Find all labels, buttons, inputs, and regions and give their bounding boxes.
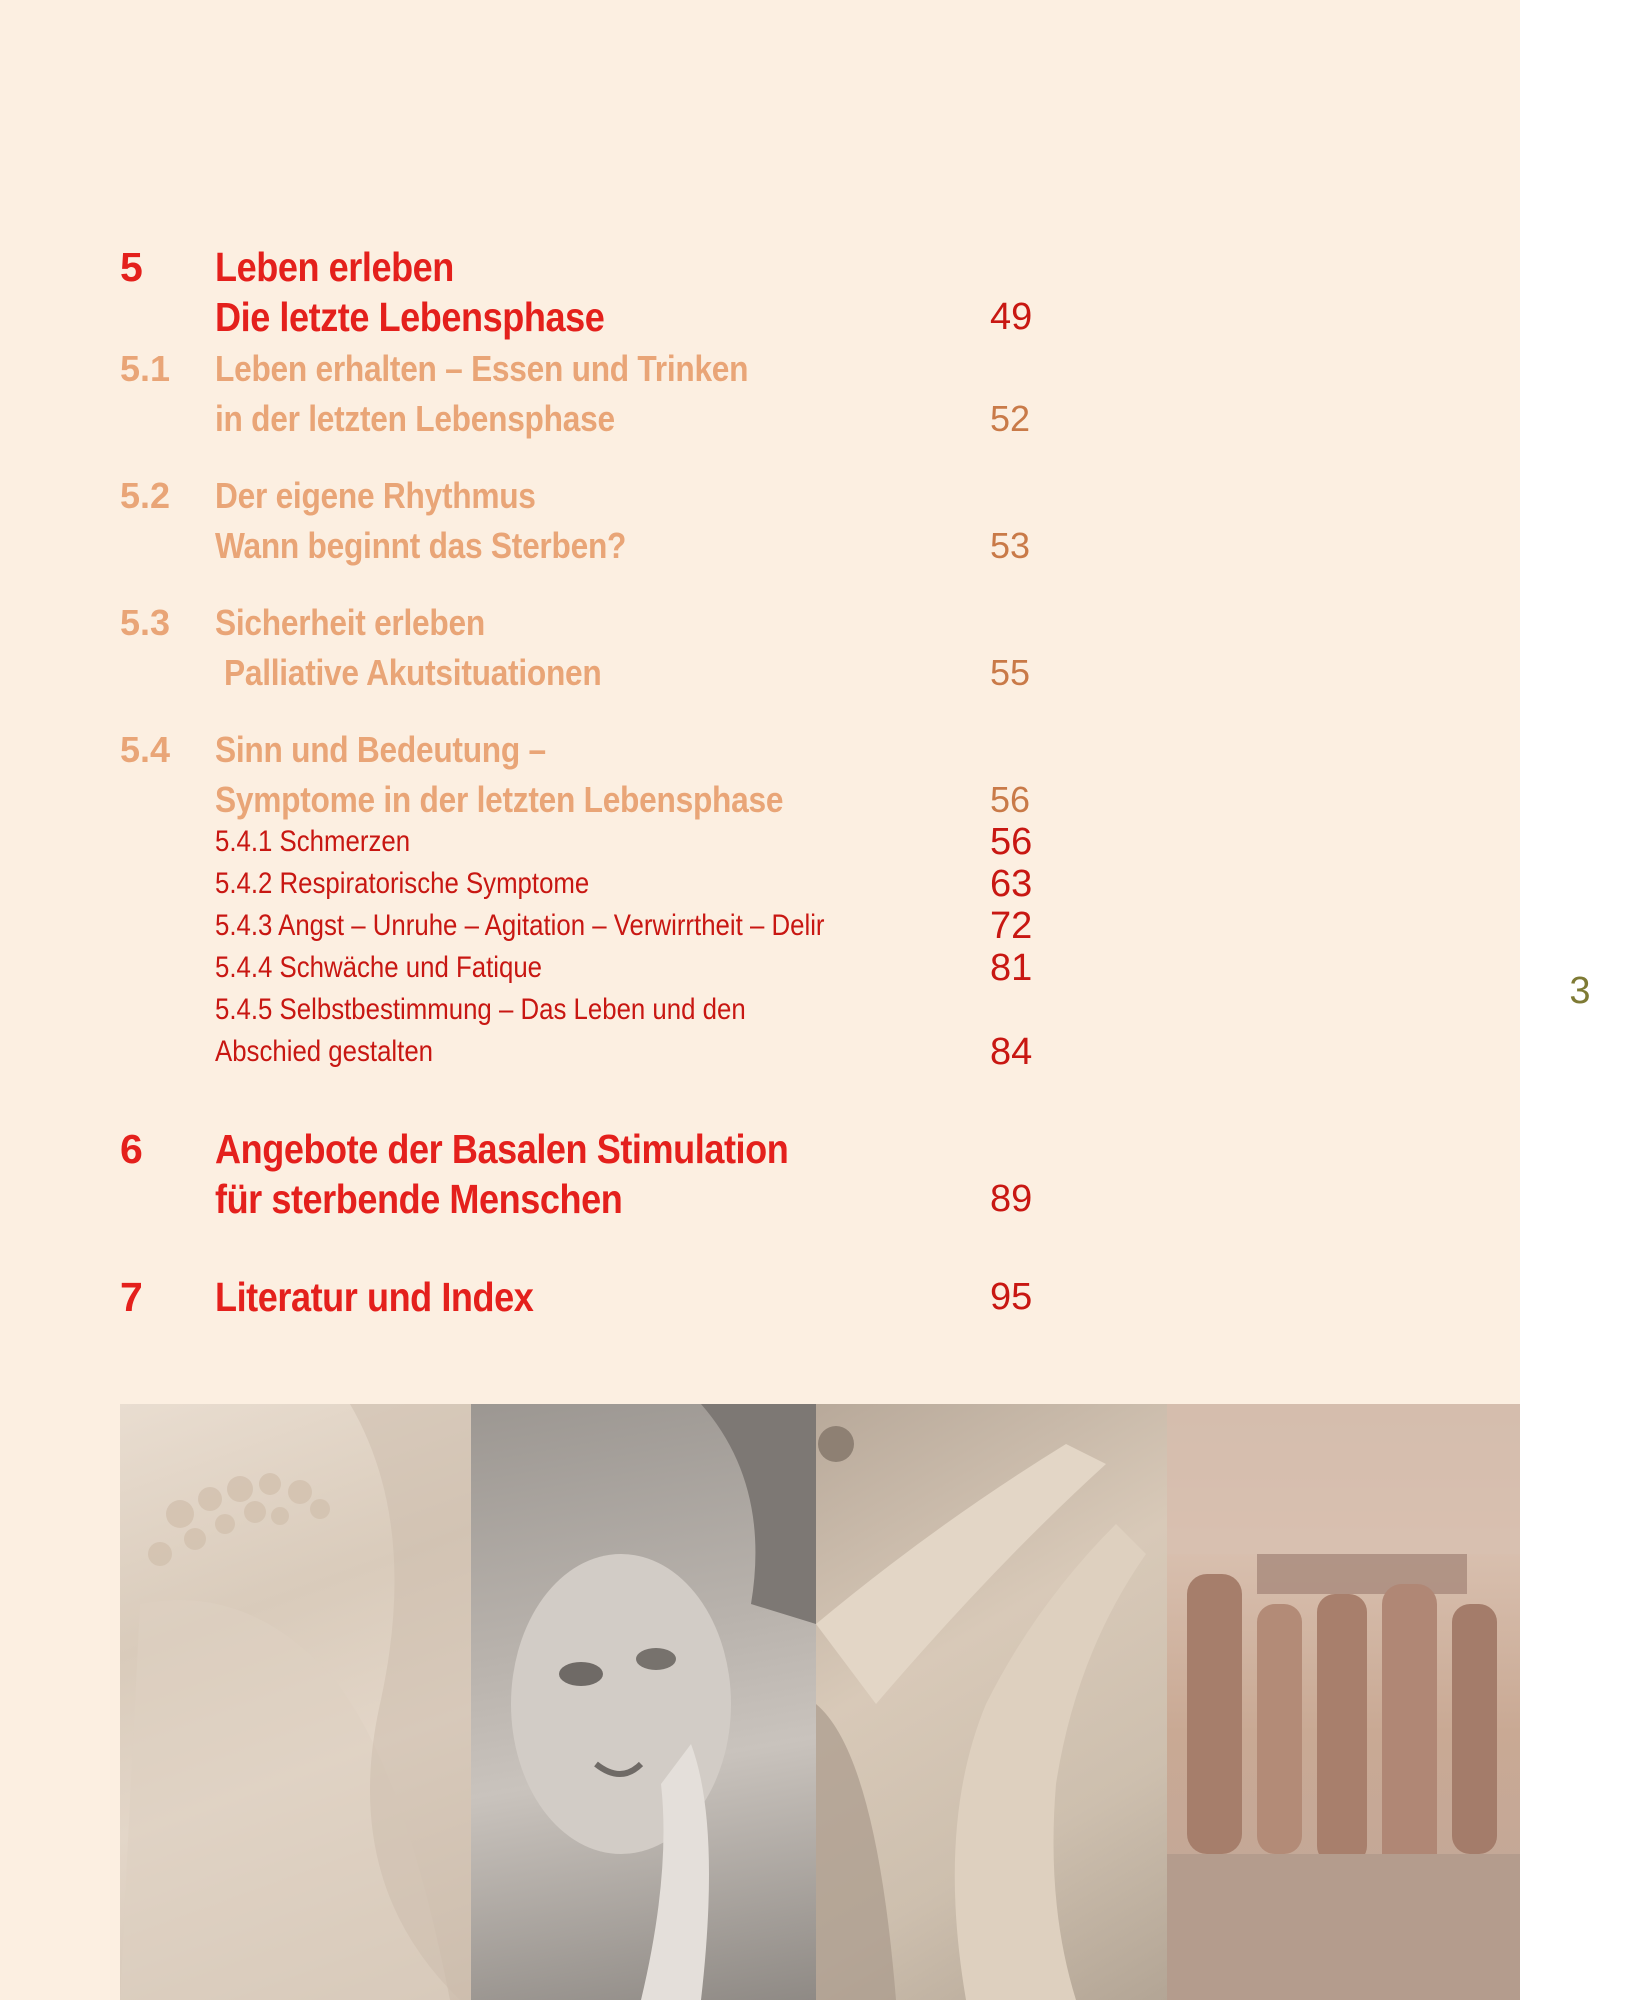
- section-title: Sinn und Bedeutung –: [215, 729, 546, 770]
- chapter-subtitle: Die letzte Lebensphase: [215, 294, 605, 340]
- statue-arms-embrace-image: [816, 1404, 1167, 2000]
- chapter-title: Literatur und Index: [215, 1274, 534, 1320]
- standing-stones-coast-image: [1167, 1404, 1520, 2000]
- flower-wreath-statue-image: [120, 1404, 471, 2000]
- page-ref: 72: [990, 905, 1033, 947]
- section-number: 5.2: [120, 475, 171, 516]
- section-title: Sicherheit erleben: [215, 602, 485, 643]
- page-ref: 63: [990, 863, 1033, 905]
- section-subtitle: Symptome in der letzten Lebensphase: [215, 779, 784, 820]
- chapter-title: Angebote der Basalen Stimulation: [215, 1126, 789, 1172]
- page-ref: 52: [990, 398, 1031, 439]
- page-number: 3: [1569, 970, 1591, 1012]
- page-ref: 56: [990, 821, 1033, 863]
- section-subtitle: Palliative Akutsituationen: [224, 652, 602, 693]
- sculpture-woman-face-image: [471, 1404, 816, 2000]
- section-number: 5.4: [120, 729, 171, 770]
- section-title: Der eigene Rhythmus: [215, 475, 536, 516]
- photo-strip: [120, 1404, 1520, 2000]
- section-number: 5.1: [120, 348, 171, 389]
- page-ref: 84: [990, 1031, 1033, 1073]
- chapter-title: Leben erleben: [215, 244, 454, 290]
- page-ref: 95: [990, 1276, 1033, 1318]
- chapter-number: 5: [120, 244, 143, 290]
- item-label: 5.4.4 Schwäche und Fatique: [215, 951, 543, 984]
- section-title: Leben erhalten – Essen und Trinken: [215, 348, 749, 389]
- page-ref: 56: [990, 779, 1031, 820]
- item-label: 5.4.3 Angst – Unruhe – Agitation – Verwirrtheit – Delir: [215, 909, 825, 942]
- chapter-subtitle: für sterbende Menschen: [215, 1176, 623, 1222]
- page-ref: 81: [990, 947, 1033, 989]
- section-subtitle: Wann beginnt das Sterben?: [215, 525, 627, 566]
- item-label: 5.4.1 Schmerzen: [215, 825, 411, 858]
- chapter-number: 7: [120, 1274, 143, 1320]
- page-ref: 89: [990, 1178, 1033, 1220]
- section-subtitle: in der letzten Lebensphase: [215, 398, 615, 439]
- item-label: Abschied gestalten: [215, 1035, 434, 1068]
- section-number: 5.3: [120, 602, 171, 643]
- page-ref: 49: [990, 296, 1033, 338]
- item-label: 5.4.2 Respiratorische Symptome: [215, 867, 590, 900]
- chapter-number: 6: [120, 1126, 143, 1172]
- page-ref: 53: [990, 525, 1031, 566]
- item-label: 5.4.5 Selbstbestimmung – Das Leben und den: [215, 993, 746, 1026]
- page-ref: 55: [990, 652, 1031, 693]
